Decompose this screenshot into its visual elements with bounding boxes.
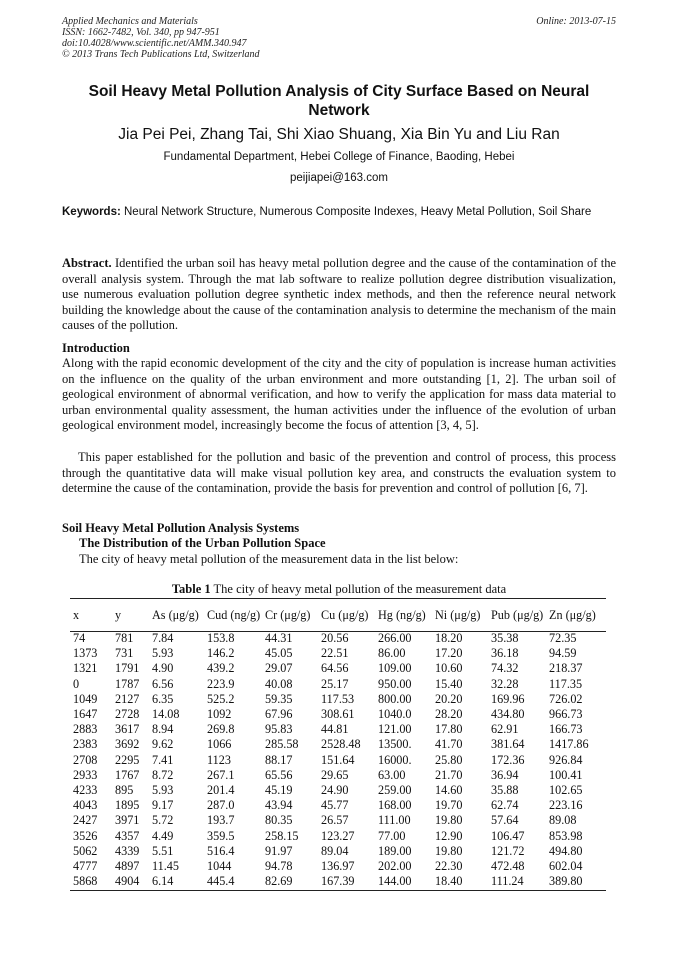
table-cell: 4339 xyxy=(115,843,140,858)
table-cell: 82.69 xyxy=(265,874,293,889)
table-cell: 4233 xyxy=(73,783,98,798)
table-cell: 3526 xyxy=(73,828,98,843)
subsection-heading: The Distribution of the Urban Pollution Space xyxy=(79,536,326,550)
table-cell: 22.30 xyxy=(435,859,463,874)
column-header: As (μg/g) xyxy=(152,608,199,622)
table-cell: 516.4 xyxy=(207,843,235,858)
table-cell: 1647 xyxy=(73,707,98,722)
table-cell: 166.73 xyxy=(549,722,583,737)
table-cell: 308.61 xyxy=(321,707,355,722)
table-cell: 1895 xyxy=(115,798,140,813)
table-cell: 287.0 xyxy=(207,798,235,813)
introduction-heading: Introduction xyxy=(62,341,130,355)
table-cell: 8.72 xyxy=(152,767,174,782)
table-cell: 8.94 xyxy=(152,722,174,737)
table-caption-text: The city of heavy metal pollution of the measurement data xyxy=(210,582,507,596)
table-cell: 895 xyxy=(115,783,134,798)
column-header: y xyxy=(115,608,122,622)
table-cell: 95.83 xyxy=(265,722,293,737)
table-cell: 22.51 xyxy=(321,646,349,661)
table-lead-text: The city of heavy metal pollution of the measurement data in the list below: xyxy=(79,552,459,566)
table-cell: 72.35 xyxy=(549,631,577,645)
table-cell: 57.64 xyxy=(491,813,519,828)
table-cell: 3692 xyxy=(115,737,140,752)
table-cell: 24.90 xyxy=(321,783,349,798)
table-cell: 136.97 xyxy=(321,859,355,874)
table-cell: 5868 xyxy=(73,874,98,889)
table-cell: 65.56 xyxy=(265,767,293,782)
table-cell: 4357 xyxy=(115,828,140,843)
table-cell: 10.60 xyxy=(435,661,463,676)
table-cell: 19.70 xyxy=(435,798,463,813)
table-cell: 269.8 xyxy=(207,722,235,737)
table-cell: 5.51 xyxy=(152,843,174,858)
table-row xyxy=(70,707,606,722)
table-cell: 14.08 xyxy=(152,707,180,722)
table-cell: 3617 xyxy=(115,722,140,737)
table-cell: 223.9 xyxy=(207,676,235,691)
table-cell: 32.28 xyxy=(491,676,519,691)
table-cell: 0 xyxy=(73,676,80,691)
table-cell: 20.56 xyxy=(321,631,349,645)
table-cell: 16000. xyxy=(378,752,412,767)
table-cell: 9.62 xyxy=(152,737,174,752)
table-cell: 64.56 xyxy=(321,661,349,676)
table-bottom-rule xyxy=(70,890,606,891)
table-cell: 29.65 xyxy=(321,767,349,782)
table-cell: 172.36 xyxy=(491,752,525,767)
doi-line: doi:10.4028/www.scientific.net/AMM.340.947 xyxy=(62,38,247,49)
table-row xyxy=(70,631,606,646)
column-header: Cr (μg/g) xyxy=(265,608,311,622)
author-email: peijiapei@163.com xyxy=(290,172,388,184)
table-cell: 35.88 xyxy=(491,783,519,798)
table-cell: 86.00 xyxy=(378,646,406,661)
table-cell: 926.84 xyxy=(549,752,583,767)
table-cell: 36.18 xyxy=(491,646,519,661)
table-cell: 19.80 xyxy=(435,843,463,858)
table-cell: 89.04 xyxy=(321,843,349,858)
table-cell: 6.35 xyxy=(152,691,174,706)
table-row xyxy=(70,661,606,676)
column-header: Ni (μg/g) xyxy=(435,608,481,622)
table-cell: 445.4 xyxy=(207,874,235,889)
table-cell: 89.08 xyxy=(549,813,577,828)
table-cell: 151.64 xyxy=(321,752,355,767)
abstract-label: Abstract. xyxy=(62,256,112,270)
abstract xyxy=(62,256,616,334)
affiliation: Fundamental Department, Hebei College of Finance, Baoding, Hebei xyxy=(163,151,515,163)
table-row xyxy=(70,768,606,783)
table-cell: 19.80 xyxy=(435,813,463,828)
table-cell: 267.1 xyxy=(207,767,235,782)
table-cell: 121.72 xyxy=(491,843,525,858)
column-header: Hg (ng/g) xyxy=(378,608,426,622)
table-cell: 3971 xyxy=(115,813,140,828)
table-cell: 2295 xyxy=(115,752,140,767)
column-header: Pub (μg/g) xyxy=(491,608,544,622)
table-cell: 2427 xyxy=(73,813,98,828)
table-cell: 25.80 xyxy=(435,752,463,767)
table-cell: 389.80 xyxy=(549,874,583,889)
table-cell: 44.31 xyxy=(265,631,293,645)
table-cell: 1791 xyxy=(115,661,140,676)
table-cell: 117.53 xyxy=(321,691,355,706)
table-cell: 74 xyxy=(73,631,86,645)
table-cell: 359.5 xyxy=(207,828,235,843)
table-cell: 1373 xyxy=(73,646,98,661)
table-cell: 602.04 xyxy=(549,859,583,874)
table-cell: 6.14 xyxy=(152,874,174,889)
table-row xyxy=(70,677,606,692)
table-cell: 45.05 xyxy=(265,646,293,661)
table-body xyxy=(70,631,606,889)
table-cell: 525.2 xyxy=(207,691,235,706)
table-row xyxy=(70,783,606,798)
table-cell: 6.56 xyxy=(152,676,174,691)
table-cell: 29.07 xyxy=(265,661,293,676)
table-cell: 9.17 xyxy=(152,798,174,813)
table-cell: 59.35 xyxy=(265,691,293,706)
table-cell: 100.41 xyxy=(549,767,583,782)
table-row xyxy=(70,859,606,874)
table-row xyxy=(70,798,606,813)
issn-line: ISSN: 1662-7482, Vol. 340, pp 947-951 xyxy=(62,27,220,38)
table-cell: 2383 xyxy=(73,737,98,752)
table-row xyxy=(70,646,606,661)
table-cell: 439.2 xyxy=(207,661,235,676)
table-cell: 35.38 xyxy=(491,631,519,645)
table-cell: 67.96 xyxy=(265,707,293,722)
table-cell: 800.00 xyxy=(378,691,412,706)
table-cell: 2127 xyxy=(115,691,140,706)
table-caption xyxy=(62,582,616,597)
introduction-paragraph-1: Along with the rapid economic development of the city and the city of population is increase human activities on the influence on the quality of the urban environment and more outstanding [1, 2]. The urban soil of geological environment of abnormal verification, and how to verify the application for mass data material to urban environmental quality assessment, the human activities under the influence of the evolution of urban geological environment model, increasingly become the focus of attention [3, 4, 5]. xyxy=(62,356,616,433)
table-cell: 472.48 xyxy=(491,859,525,874)
paper-title: Soil Heavy Metal Pollution Analysis of City Surface Based on Neural Network xyxy=(88,83,590,119)
table-cell: 1040.0 xyxy=(378,707,412,722)
table-cell: 62.91 xyxy=(491,722,519,737)
table-cell: 45.19 xyxy=(265,783,293,798)
table-cell: 7.41 xyxy=(152,752,174,767)
table-cell: 731 xyxy=(115,646,134,661)
table-cell: 94.59 xyxy=(549,646,577,661)
table-cell: 726.02 xyxy=(549,691,583,706)
table-cell: 1787 xyxy=(115,676,140,691)
table-cell: 88.17 xyxy=(265,752,293,767)
table-cell: 146.2 xyxy=(207,646,235,661)
table-row xyxy=(70,813,606,828)
table-cell: 102.65 xyxy=(549,783,583,798)
table-cell: 218.37 xyxy=(549,661,583,676)
table-cell: 20.20 xyxy=(435,691,463,706)
table-row xyxy=(70,753,606,768)
keywords-label: Keywords: xyxy=(62,206,121,218)
table-cell: 1321 xyxy=(73,661,98,676)
table-cell: 2728 xyxy=(115,707,140,722)
table-cell: 781 xyxy=(115,631,134,645)
table-cell: 62.74 xyxy=(491,798,519,813)
table-cell: 189.00 xyxy=(378,843,412,858)
table-cell: 5.93 xyxy=(152,783,174,798)
table-cell: 94.78 xyxy=(265,859,293,874)
table-cell: 2883 xyxy=(73,722,98,737)
table-cell: 168.00 xyxy=(378,798,412,813)
table-cell: 5062 xyxy=(73,843,98,858)
table-cell: 259.00 xyxy=(378,783,412,798)
journal-name: Applied Mechanics and Materials xyxy=(62,16,198,27)
table-cell: 45.77 xyxy=(321,798,349,813)
table-cell: 1044 xyxy=(207,859,232,874)
column-header: Cu (μg/g) xyxy=(321,608,369,622)
table-cell: 5.72 xyxy=(152,813,174,828)
table-cell: 5.93 xyxy=(152,646,174,661)
table-cell: 1066 xyxy=(207,737,232,752)
table-cell: 121.00 xyxy=(378,722,412,737)
copyright-line: © 2013 Trans Tech Publications Ltd, Switzerland xyxy=(62,49,260,60)
table-cell: 28.20 xyxy=(435,707,463,722)
table-cell: 41.70 xyxy=(435,737,463,752)
table-cell: 144.00 xyxy=(378,874,412,889)
table-cell: 266.00 xyxy=(378,631,412,645)
abstract-text: Identified the urban soil has heavy metal pollution degree and the cause of the contamination of the overall analysis system. Through the mat lab software to realize pollution degree distribution visualization, use numerous evaluation pollution degree synthetic index methods, and then the reference neural network building the knowledge about the cause of the contamination analysis to determine the mechanism of the main causes of the pollution. xyxy=(62,256,617,333)
keywords xyxy=(62,205,616,220)
table-cell: 13500. xyxy=(378,737,412,752)
table-cell: 950.00 xyxy=(378,676,412,691)
table-header-row xyxy=(70,599,606,631)
table-cell: 201.4 xyxy=(207,783,235,798)
table-cell: 117.35 xyxy=(549,676,583,691)
table-cell: 434.80 xyxy=(491,707,525,722)
introduction-paragraph-2: This paper established for the pollution and basic of the prevention and control of process, this process through the quantitative data will make visual pollution key area, and constructs the evaluation system to determine the cause of the contamination, provide the basis for prevention and control of pollution [6, 7]. xyxy=(62,450,616,496)
table-cell: 14.60 xyxy=(435,783,463,798)
table-cell: 106.47 xyxy=(491,828,525,843)
table-cell: 43.94 xyxy=(265,798,293,813)
table-cell: 4897 xyxy=(115,859,140,874)
table-cell: 1767 xyxy=(115,767,140,782)
table-cell: 18.20 xyxy=(435,631,463,645)
table-cell: 7.84 xyxy=(152,631,174,645)
table-cell: 169.96 xyxy=(491,691,525,706)
table-cell: 1049 xyxy=(73,691,98,706)
table-cell: 12.90 xyxy=(435,828,463,843)
table-cell: 258.15 xyxy=(265,828,299,843)
table-cell: 1417.86 xyxy=(549,737,589,752)
column-header: x xyxy=(73,608,80,622)
table-caption-label: Table 1 xyxy=(171,582,211,596)
table-cell: 4777 xyxy=(73,859,98,874)
table-cell: 26.57 xyxy=(321,813,349,828)
table-cell: 25.17 xyxy=(321,676,349,691)
author-list: Jia Pei Pei, Zhang Tai, Shi Xiao Shuang, Xia Bin Yu and Liu Ran xyxy=(118,126,560,143)
table-cell: 193.7 xyxy=(207,813,235,828)
table-cell: 202.00 xyxy=(378,859,412,874)
table-row xyxy=(70,737,606,752)
column-header: Zn (μg/g) xyxy=(549,608,596,622)
table-cell: 18.40 xyxy=(435,874,463,889)
table-cell: 1123 xyxy=(207,752,231,767)
table-row xyxy=(70,829,606,844)
table-cell: 111.00 xyxy=(378,813,411,828)
table-cell: 77.00 xyxy=(378,828,406,843)
table-cell: 1092 xyxy=(207,707,232,722)
table-cell: 4.49 xyxy=(152,828,174,843)
table-cell: 167.39 xyxy=(321,874,355,889)
table-row xyxy=(70,722,606,737)
table-cell: 2708 xyxy=(73,752,98,767)
table-row xyxy=(70,692,606,707)
table-cell: 74.32 xyxy=(491,661,519,676)
table-cell: 4.90 xyxy=(152,661,174,676)
table-cell: 17.20 xyxy=(435,646,463,661)
table-row xyxy=(70,844,606,859)
table-cell: 494.80 xyxy=(549,843,583,858)
table-cell: 2528.48 xyxy=(321,737,361,752)
table-cell: 4904 xyxy=(115,874,140,889)
online-date: Online: 2013-07-15 xyxy=(536,16,616,27)
table-cell: 285.58 xyxy=(265,737,299,752)
table-cell: 4043 xyxy=(73,798,98,813)
measurement-table xyxy=(70,599,606,889)
keywords-text: Neural Network Structure, Numerous Composite Indexes, Heavy Metal Pollution, Soil Share xyxy=(124,206,592,218)
table-cell: 853.98 xyxy=(549,828,583,843)
table-cell: 17.80 xyxy=(435,722,463,737)
table-cell: 109.00 xyxy=(378,661,412,676)
table-cell: 153.8 xyxy=(207,631,235,645)
table-cell: 80.35 xyxy=(265,813,293,828)
table-cell: 15.40 xyxy=(435,676,463,691)
table-cell: 63.00 xyxy=(378,767,406,782)
table-cell: 223.16 xyxy=(549,798,583,813)
table-cell: 44.81 xyxy=(321,722,349,737)
column-header: Cud (ng/g) xyxy=(207,608,261,622)
table-cell: 381.64 xyxy=(491,737,525,752)
table-cell: 966.73 xyxy=(549,707,583,722)
table-cell: 123.27 xyxy=(321,828,355,843)
table-cell: 36.94 xyxy=(491,767,519,782)
table-cell: 91.97 xyxy=(265,843,293,858)
table-row xyxy=(70,874,606,889)
table-cell: 2933 xyxy=(73,767,98,782)
table-cell: 21.70 xyxy=(435,767,463,782)
section-heading: Soil Heavy Metal Pollution Analysis Systems xyxy=(62,521,300,535)
table-cell: 40.08 xyxy=(265,676,293,691)
table-cell: 111.24 xyxy=(491,874,524,889)
table-cell: 11.45 xyxy=(152,859,179,874)
